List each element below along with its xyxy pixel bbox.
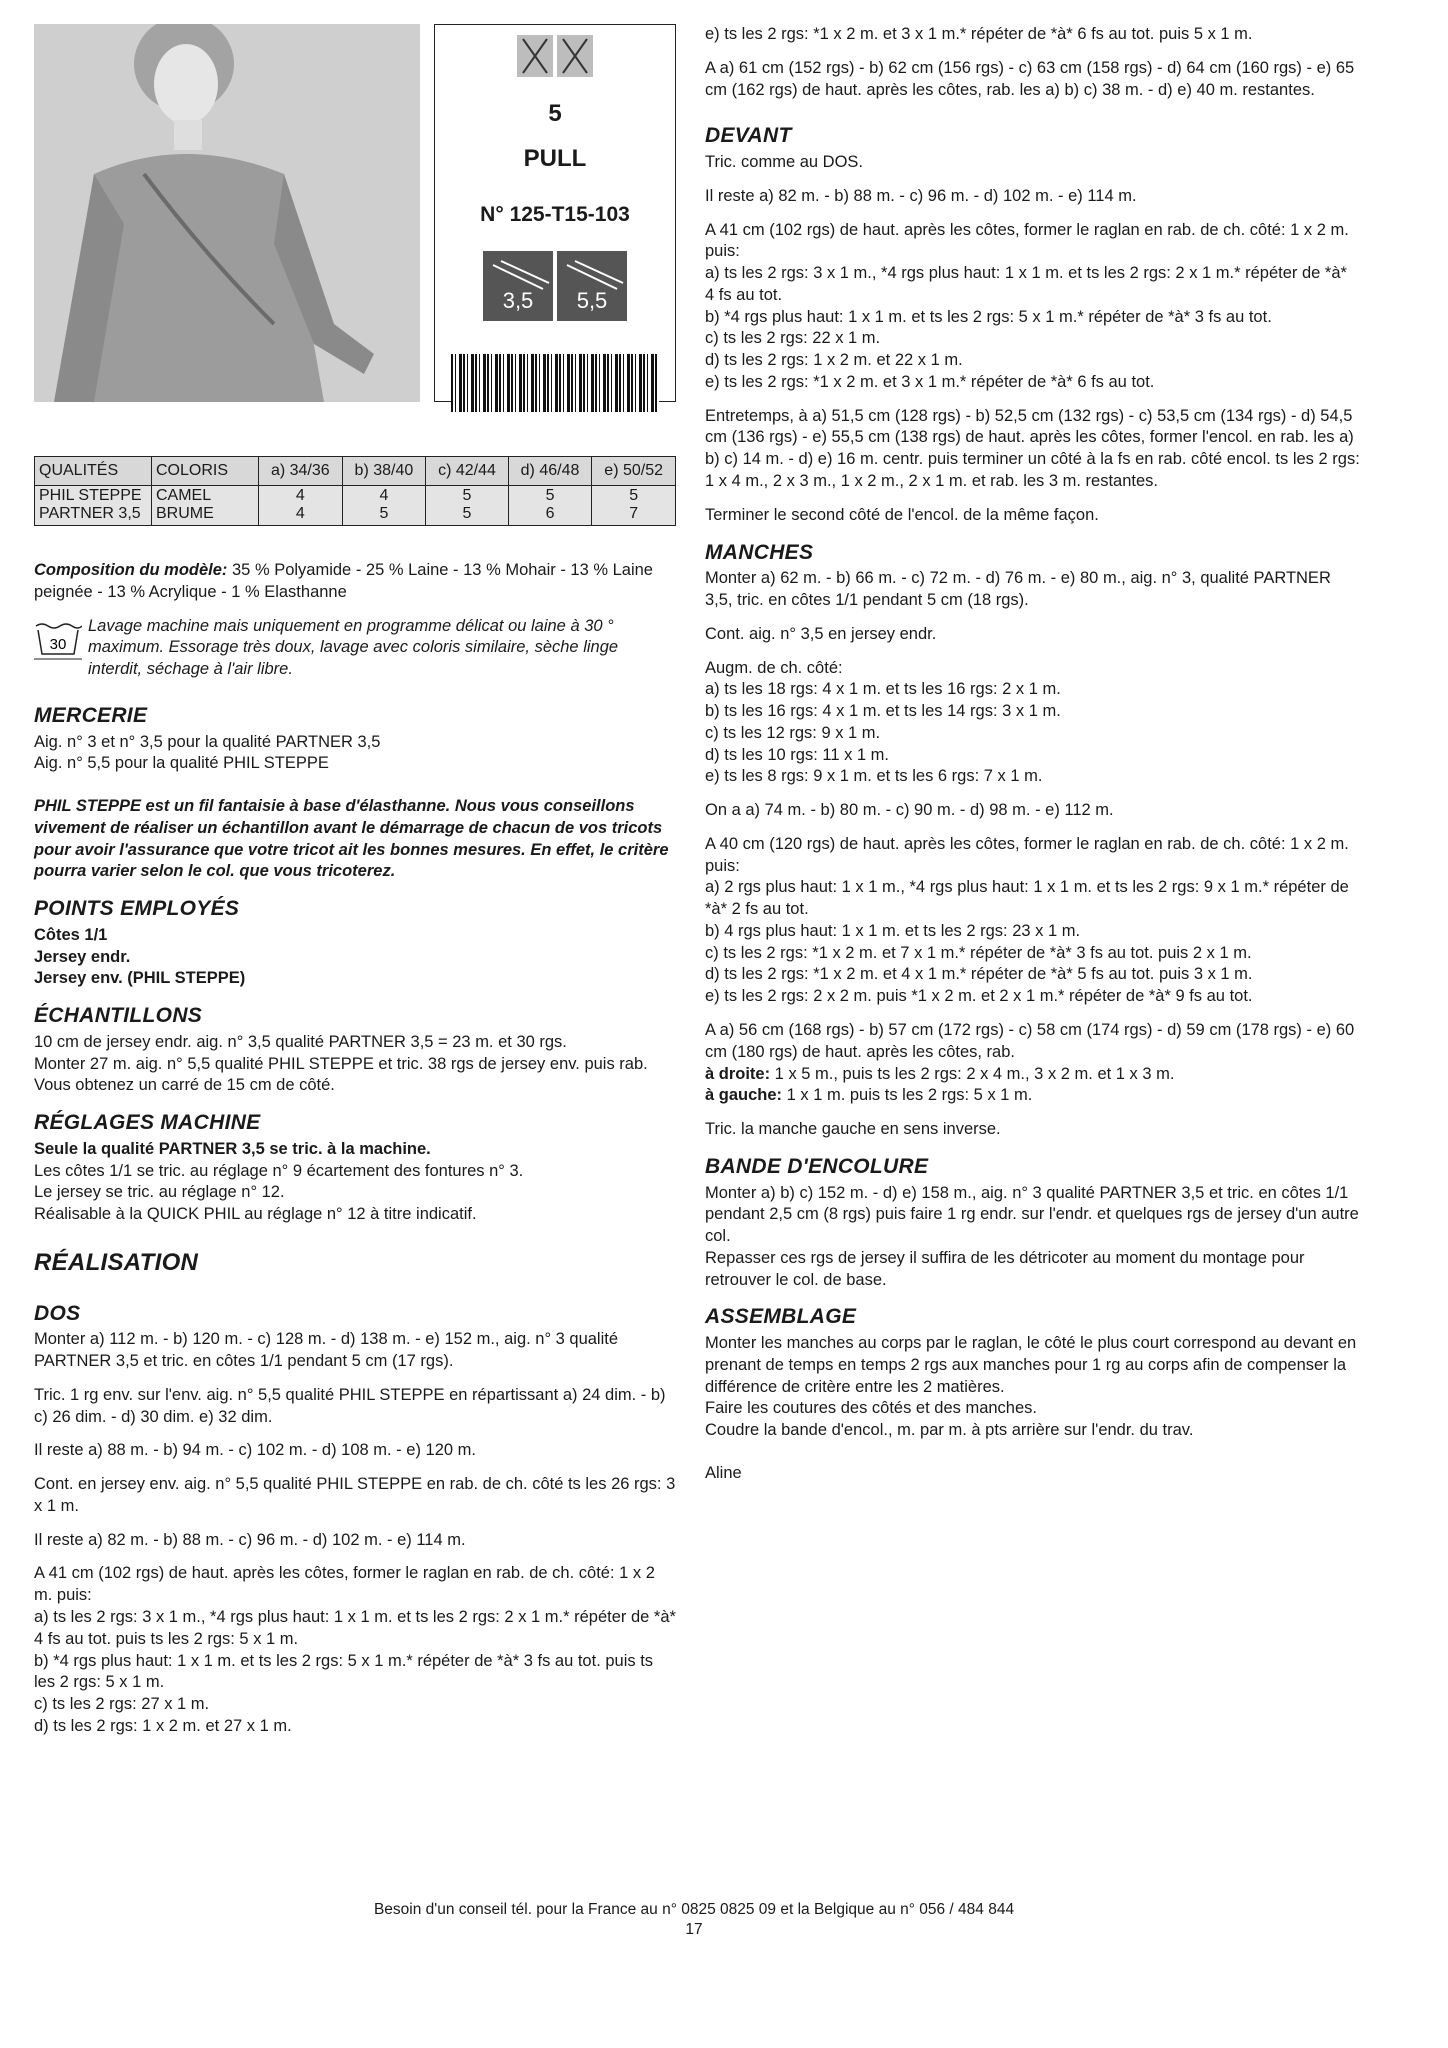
manches-increase-line: d) ts les 10 rgs: 11 x 1 m.	[705, 745, 890, 764]
dos-paragraph: Cont. en jersey env. aig. n° 5,5 qualité PHIL STEPPE en rab. de ch. côté ts les 26 rgs: 3 x 1 m.	[34, 1475, 676, 1515]
table-cell: 4	[295, 487, 305, 504]
dos-paragraph: Tric. 1 rg env. sur l'env. aig. n° 5,5 qualité PHIL STEPPE en répartissant a) 24 dim. - b) c) 26 dim. - d) 30 dim. e) 32 dim.	[34, 1385, 666, 1426]
dos-paragraph: A a) 61 cm (152 rgs) - b) 62 cm (156 rgs) - c) 63 cm (158 rgs) - d) 64 cm (160 rgs) - e) 65 cm (162 rgs) de haut. après les côtes, rab. les a) b) c) 38 m. - d) e) 40 m. restantes.	[705, 58, 1355, 99]
table-cell: 5	[545, 487, 555, 504]
manches-increase-line: b) ts les 16 rgs: 4 x 1 m. et ts les 14 rgs: 3 x 1 m.	[705, 702, 1061, 721]
manches-raglan-line: b) 4 rgs plus haut: 1 x 1 m. et ts les 2 rgs: 23 x 1 m.	[705, 921, 1081, 940]
devant-raglan-line: a) ts les 2 rgs: 3 x 1 m., *4 rgs plus haut: 1 x 1 m. et ts les 2 rgs: 2 x 1 m.* répéter de *à* 4 fs au tot.	[705, 264, 1347, 304]
section-title-echantillons: ÉCHANTILLONS	[34, 1004, 203, 1028]
dos-paragraph: A 41 cm (102 rgs) de haut. après les côtes, former le raglan en rab. de ch. côté: 1 x 2 m. puis:	[34, 1564, 655, 1605]
table-cell: 5	[462, 505, 472, 523]
table-cell: BRUME	[156, 505, 214, 523]
table-header-cell: c) 42/44	[426, 457, 509, 486]
needle-size-badge: 3,5	[483, 251, 553, 321]
table-cell: 4	[379, 487, 389, 504]
left-column	[34, 560, 676, 1738]
manches-raglan-line: d) ts les 2 rgs: *1 x 2 m. et 4 x 1 m.* répéter de *à* 5 fs au tot. puis 3 x 1 m.	[705, 965, 1253, 984]
dos-paragraph: Il reste a) 88 m. - b) 94 m. - c) 102 m. - d) 108 m. - e) 120 m.	[34, 1441, 476, 1460]
dos-raglan-line: c) ts les 2 rgs: 27 x 1 m.	[34, 1695, 210, 1714]
care-instructions	[34, 616, 676, 681]
assemblage-paragraph: Monter les manches au corps par le raglan, le côté le plus court correspond au devant en prenant de temps en temps 2 rgs aux manches pour 1 rg au corps afin de compenser la différence de critère entre les 2 matières.	[705, 1334, 1357, 1396]
manches-raglan-line: a) 2 rgs plus haut: 1 x 1 m., *4 rgs plus haut: 1 x 1 m. et ts les 2 rgs: 9 x 1 m.* répéter de *à* 2 fs au tot.	[705, 878, 1349, 919]
devant-raglan-line: c) ts les 2 rgs: 22 x 1 m.	[705, 329, 881, 348]
table-cell: PARTNER 3,5	[39, 505, 141, 523]
dos-paragraph: Il reste a) 82 m. - b) 88 m. - c) 96 m. - d) 102 m. - e) 114 m.	[34, 1530, 466, 1549]
manches-paragraph: Cont. aig. n° 3,5 en jersey endr.	[705, 624, 937, 643]
dos-raglan-line: a) ts les 2 rgs: 3 x 1 m., *4 rgs plus haut: 1 x 1 m. et ts les 2 rgs: 2 x 1 m.* répéter de *à* 4 fs au tot. puis ts les 2 rgs: 5 x 1 m.	[34, 1608, 676, 1648]
dos-raglan-line: b) *4 rgs plus haut: 1 x 1 m. et ts les 2 rgs: 5 x 1 m.* répéter de *à* 3 fs au tot. puis ts les 2 rgs: 5 x 1 m.	[34, 1651, 654, 1692]
page-footer	[0, 1900, 1388, 1941]
care-text: Lavage machine mais uniquement en programme délicat ou laine à 30 ° maximum. Essorage très doux, lavage avec coloris similaire, sèche linge interdit, séchage à l'air libre.	[88, 616, 619, 679]
table-cell: 6	[545, 505, 555, 523]
machine-line: Les côtes 1/1 se tric. au réglage n° 9 écartement des fontures n° 3.	[34, 1161, 524, 1180]
table-header-cell: e) 50/52	[592, 457, 676, 486]
manches-increase-line: a) ts les 18 rgs: 4 x 1 m. et ts les 16 rgs: 2 x 1 m.	[705, 680, 1061, 699]
manches-right-bindoff: à droite: 1 x 5 m., puis ts les 2 rgs: 2 x 4 m., 3 x 2 m. et 1 x 3 m.	[705, 1064, 1175, 1083]
section-title-devant: DEVANT	[705, 124, 792, 148]
devant-paragraph: Entretemps, à a) 51,5 cm (128 rgs) - b) 52,5 cm (132 rgs) - c) 53,5 cm (134 rgs) - d) 54,5 cm (136 rgs) - e) 55,5 cm (138 rgs) de haut. après les côtes, former l'encol. en rab. les a) b) c) 14 m. - d) e) 16 m. centr. puis terminer un côté à la fs en rab. côté encol. ts les 2 rgs: 1 x 4 m., 2 x 3 m., 1 x 2 m., 2 x 1 m. et rab. les 3 m. restantes.	[705, 406, 1360, 490]
model-photo	[34, 24, 420, 402]
svg-text:30: 30	[49, 635, 67, 653]
pattern-number: 5	[548, 99, 562, 127]
devant-raglan-line: b) *4 rgs plus haut: 1 x 1 m. et ts les 2 rgs: 5 x 1 m.* répéter de *à* 3 fs au tot.	[705, 307, 1272, 326]
table-cell: 5	[629, 487, 639, 504]
devant-paragraph: A 41 cm (102 rgs) de haut. après les côtes, former le raglan en rab. de ch. côté: 1 x 2 m. puis:	[705, 220, 1349, 261]
knitting-needles-icon	[557, 35, 593, 77]
manches-paragraph: On a a) 74 m. - b) 80 m. - c) 90 m. - d) 98 m. - e) 112 m.	[705, 801, 1114, 820]
manches-paragraph: A a) 56 cm (168 rgs) - b) 57 cm (172 rgs) - c) 58 cm (174 rgs) - d) 59 cm (178 rgs) - e) 60 cm (180 rgs) de haut. après les côtes, rab.	[705, 1021, 1355, 1061]
bande-paragraph: Monter a) b) c) 152 m. - d) e) 158 m., aig. n° 3 qualité PARTNER 3,5 et tric. en côtes 1/1 pendant 2,5 cm (8 rgs) puis faire 1 rg endr. sur l'endr. et quelques rgs de jersey d'un autre col.	[705, 1183, 1359, 1246]
stitch-item: Jersey endr.	[34, 947, 131, 966]
assemblage-paragraph: Coudre la bande d'encol., m. par m. à pts arrière sur l'endr. du trav.	[705, 1421, 1194, 1440]
dos-raglan-line: e) ts les 2 rgs: *1 x 2 m. et 3 x 1 m.* répéter de *à* 6 fs au tot. puis 5 x 1 m.	[705, 25, 1253, 43]
table-cell: 5	[462, 487, 472, 504]
manches-increase-line: e) ts les 8 rgs: 9 x 1 m. et ts les 6 rgs: 7 x 1 m.	[705, 767, 1043, 786]
manches-paragraph: Monter a) 62 m. - b) 66 m. - c) 72 m. - d) 76 m. - e) 80 m., aig. n° 3, qualité PARTNER 3,5, tric. en côtes 1/1 pendant 5 cm (18 rgs).	[705, 569, 1331, 609]
section-title-manches: MANCHES	[705, 540, 814, 564]
pattern-reference: N° 125-T15-103	[480, 203, 630, 227]
gauge-line: 10 cm de jersey endr. aig. n° 3,5 qualité PARTNER 3,5 = 23 m. et 30 rgs.	[34, 1032, 567, 1051]
needle-size-badge: 5,5	[557, 251, 627, 321]
dos-paragraph: Monter a) 112 m. - b) 120 m. - c) 128 m. - d) 138 m. - e) 152 m., aig. n° 3 qualité PARTNER 3,5 et tric. en côtes 1/1 pendant 5 cm (17 rgs).	[34, 1330, 619, 1371]
devant-raglan-line: e) ts les 2 rgs: *1 x 2 m. et 3 x 1 m.* répéter de *à* 6 fs au tot.	[705, 372, 1155, 391]
table-cell: 7	[629, 505, 639, 523]
composition: Composition du modèle: 35 % Polyamide - 25 % Laine - 13 % Mohair - 13 % Laine peignée - 13 % Acrylique - 1 % Elasthanne	[34, 561, 653, 601]
section-title-realisation: RÉALISATION	[34, 1248, 199, 1276]
table-header-row	[35, 457, 676, 486]
manches-increase-line: c) ts les 12 rgs: 9 x 1 m.	[705, 723, 881, 742]
yarn-warning: PHIL STEPPE est un fil fantaisie à base d'élasthanne. Nous vous conseillons vivement de réaliser un échantillon avant le démarrage de chacun de vos tricots pour avoir l'assurance que votre tricot ait les bonnes mesures. En effet, le critère pourra varier selon le col. que vous tricoterez.	[34, 797, 669, 881]
devant-paragraph: Il reste a) 82 m. - b) 88 m. - c) 96 m. - d) 102 m. - e) 114 m.	[705, 186, 1137, 205]
mercerie-line: Aig. n° 5,5 pour la qualité PHIL STEPPE	[34, 754, 329, 773]
table-cell: PHIL STEPPE	[39, 487, 142, 504]
machine-subtitle: Seule la qualité PARTNER 3,5 se tric. à la machine.	[34, 1139, 431, 1158]
table-row	[35, 486, 676, 526]
table-header-cell: QUALITÉS	[35, 457, 152, 486]
pattern-type: PULL	[523, 145, 587, 173]
section-title-mercerie: MERCERIE	[34, 703, 148, 727]
section-title-reglages: RÉGLAGES MACHINE	[34, 1111, 261, 1135]
manches-paragraph: Augm. de ch. côté:	[705, 658, 843, 677]
page-number: 17	[685, 1921, 703, 1939]
manches-raglan-line: e) ts les 2 rgs: 2 x 2 m. puis *1 x 2 m. et 2 x 1 m.* répéter de *à* 9 fs au tot.	[705, 987, 1253, 1006]
stitch-item: Côtes 1/1	[34, 925, 108, 944]
advice-line: Besoin d'un conseil tél. pour la France au n° 0825 0825 09 et la Belgique au n° 056 / 484 844	[373, 1901, 1015, 1918]
table-header-cell: a) 34/36	[259, 457, 343, 486]
devant-paragraph: Tric. comme au DOS.	[705, 153, 863, 172]
table-header-cell: d) 46/48	[508, 457, 592, 486]
right-column	[705, 24, 1360, 1485]
yarn-quantity-table	[34, 456, 676, 526]
dos-raglan-line: d) ts les 2 rgs: 1 x 2 m. et 27 x 1 m.	[34, 1716, 292, 1735]
barcode	[451, 354, 659, 412]
section-title-assemblage: ASSEMBLAGE	[705, 1305, 857, 1329]
manches-left-bindoff: à gauche: 1 x 1 m. puis ts les 2 rgs: 5 x 1 m.	[705, 1086, 1033, 1105]
table-cell: 5	[379, 505, 389, 523]
mercerie-line: Aig. n° 3 et n° 3,5 pour la qualité PARTNER 3,5	[34, 732, 381, 751]
table-cell: 4	[295, 505, 305, 523]
devant-raglan-line: d) ts les 2 rgs: 1 x 2 m. et 22 x 1 m.	[705, 351, 963, 370]
manches-raglan-line: c) ts les 2 rgs: *1 x 2 m. et 7 x 1 m.* répéter de *à* 3 fs au tot. puis 2 x 1 m.	[705, 943, 1252, 962]
table-header-cell: b) 38/40	[342, 457, 426, 486]
assemblage-paragraph: Faire les coutures des côtés et des manches.	[705, 1399, 1037, 1418]
stitch-item: Jersey env. (PHIL STEPPE)	[34, 969, 246, 988]
signature: Aline	[705, 1463, 742, 1482]
manches-paragraph: A 40 cm (120 rgs) de haut. après les côtes, former le raglan en rab. de ch. côté: 1 x 2 m. puis:	[705, 834, 1349, 875]
gauge-line: Monter 27 m. aig. n° 5,5 qualité PHIL STEPPE et tric. 38 rgs de jersey env. puis rab. Vous obtenez un carré de 15 cm de côté.	[34, 1054, 648, 1095]
table-header-cell: COLORIS	[152, 457, 259, 486]
knitting-needles-icon	[517, 35, 553, 77]
manches-paragraph: Tric. la manche gauche en sens inverse.	[705, 1120, 1001, 1139]
pattern-title-box	[434, 24, 676, 402]
machine-line: Le jersey se tric. au réglage n° 12.	[34, 1183, 285, 1202]
section-title-points: POINTS EMPLOYÉS	[34, 897, 240, 921]
model-photo-illustration	[34, 24, 420, 402]
devant-paragraph: Terminer le second côté de l'encol. de la même façon.	[705, 505, 1099, 524]
bande-paragraph: Repasser ces rgs de jersey il suffira de les détricoter au moment du montage pour retrouver le col. de base.	[705, 1248, 1305, 1289]
wash-30-icon	[34, 620, 82, 654]
section-title-bande: BANDE D'ENCOLURE	[705, 1154, 929, 1178]
machine-line: Réalisable à la QUICK PHIL au réglage n° 12 à titre indicatif.	[34, 1205, 477, 1224]
table-cell: CAMEL	[156, 487, 212, 504]
section-title-dos: DOS	[34, 1301, 81, 1325]
